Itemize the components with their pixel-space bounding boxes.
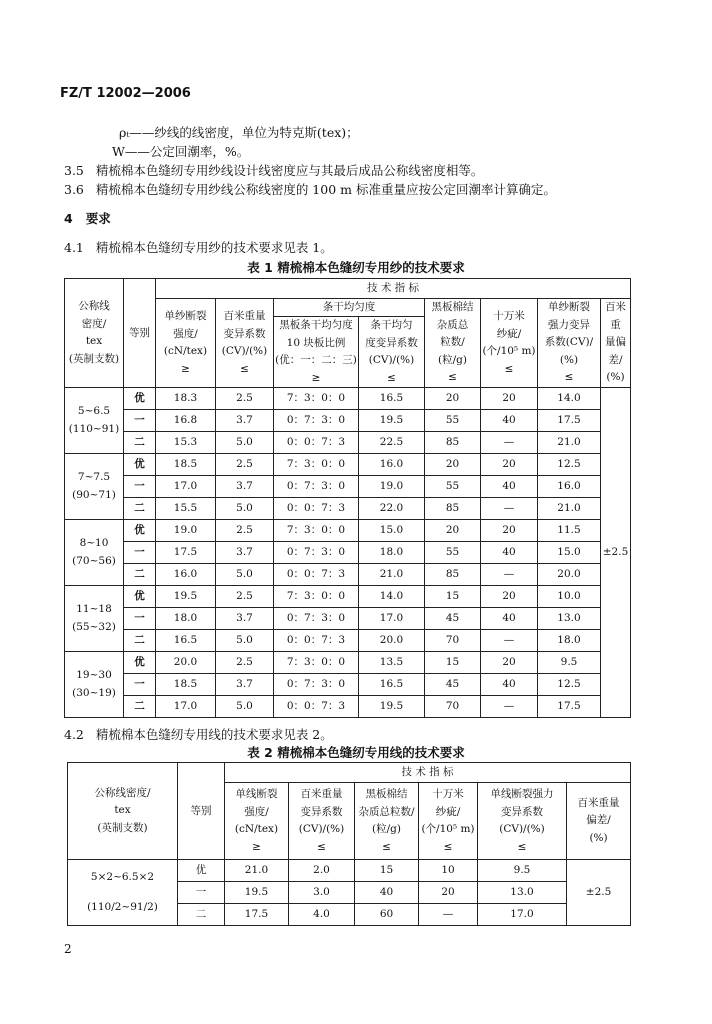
clause-3-5 <box>64 161 483 179</box>
strength-cell: 21.0 <box>225 860 289 882</box>
density-cell <box>65 454 124 520</box>
slubs-cell: 40 <box>481 542 538 564</box>
strength-cell: 15.3 <box>156 432 216 454</box>
weight-cv-cell: 3.7 <box>216 476 274 498</box>
weight-cv-cell: 5.0 <box>216 432 274 454</box>
evenness-cv-cell: 21.0 <box>359 564 425 586</box>
slubs-cell: — <box>481 630 538 652</box>
tech-indicators-header: 技 术 指 标 <box>156 279 631 299</box>
table-row <box>65 410 631 432</box>
clause-text: 精梳棉本色缝纫专用纱的技术要求见表 1。 <box>95 240 333 255</box>
grade-cell: 一 <box>124 542 156 564</box>
density-value: 7~7.5 <box>77 471 111 483</box>
col-weight-dev-header: 百米重 量偏差/ (%) <box>601 299 631 388</box>
neps-cell: 20 <box>425 388 481 410</box>
density-value: 11~18 <box>76 603 112 615</box>
weight-deviation-cell: ±2.5 <box>567 860 631 926</box>
strength-cell: 16.8 <box>156 410 216 432</box>
col-strength-cv-header: 单线断裂强力 变异系数 (CV)/(%) ≤ <box>478 783 567 860</box>
strength-cv-cell: 13.0 <box>538 608 601 630</box>
count-value: (90~71) <box>72 488 116 501</box>
neps-cell: 55 <box>425 542 481 564</box>
table-row <box>65 520 631 542</box>
slubs-cell: — <box>481 564 538 586</box>
weight-cv-cell: 2.5 <box>216 586 274 608</box>
clause-number: 4.1 <box>64 240 84 255</box>
table-row <box>65 454 631 476</box>
grade-cell: 优 <box>124 388 156 410</box>
neps-cell: 85 <box>425 564 481 586</box>
strength-cell: 17.0 <box>156 476 216 498</box>
section-number: 4 <box>64 211 73 226</box>
neps-cell: 70 <box>425 696 481 718</box>
evenness-cv-cell: 19.5 <box>359 410 425 432</box>
density-cell <box>68 860 178 926</box>
page-number: 2 <box>64 942 72 956</box>
neps-cell: 85 <box>425 432 481 454</box>
clause-4-2 <box>64 725 333 743</box>
evenness-cv-cell: 20.0 <box>359 630 425 652</box>
strength-cell: 15.5 <box>156 498 216 520</box>
table-row <box>68 860 631 882</box>
table-row <box>65 674 631 696</box>
strength-cv-cell: 14.0 <box>538 388 601 410</box>
grade-cell: 优 <box>124 454 156 476</box>
strength-cv-cell: 11.5 <box>538 520 601 542</box>
neps-cell: 20 <box>425 454 481 476</box>
weight-cv-cell: 5.0 <box>216 564 274 586</box>
slubs-cell: — <box>419 904 478 926</box>
strength-cv-cell: 17.0 <box>478 904 567 926</box>
strength-cell: 18.5 <box>156 674 216 696</box>
table-row <box>65 630 631 652</box>
section-title: 要求 <box>85 211 111 226</box>
strength-cv-cell: 20.0 <box>538 564 601 586</box>
strength-cell: 18.3 <box>156 388 216 410</box>
table-row <box>65 652 631 674</box>
slubs-cell: 20 <box>481 652 538 674</box>
weight-cv-cell: 2.5 <box>216 454 274 476</box>
density-cell <box>65 586 124 652</box>
strength-cell: 20.0 <box>156 652 216 674</box>
slubs-cell: — <box>481 696 538 718</box>
strength-cv-cell: 18.0 <box>538 630 601 652</box>
tech-indicators-header: 技 术 指 标 <box>225 763 631 783</box>
grade-cell: 优 <box>124 586 156 608</box>
neps-cell: 70 <box>425 630 481 652</box>
slubs-cell: — <box>481 432 538 454</box>
weight-cv-cell: 2.5 <box>216 652 274 674</box>
table-row <box>65 498 631 520</box>
blackboard-cell: 7：3：0：0 <box>274 586 359 608</box>
blackboard-cell: 0：7：3：0 <box>274 410 359 432</box>
strength-cv-cell: 17.5 <box>538 696 601 718</box>
col-density-header: 公称线 密度/ tex (英制支数) <box>65 279 124 388</box>
grade-cell: 二 <box>178 904 225 926</box>
strength-cv-cell: 13.0 <box>478 882 567 904</box>
neps-cell: 15 <box>425 586 481 608</box>
clause-4-1 <box>64 238 333 256</box>
col-evenness-cv-header: 条干均匀 度变异系数 (CV)/(%) ≤ <box>359 317 425 388</box>
weight-cv-cell: 3.0 <box>289 882 355 904</box>
weight-cv-cell: 2.5 <box>216 520 274 542</box>
slubs-cell: — <box>481 498 538 520</box>
col-slubs-header: 十万米 纱疵/ (个/10⁵ m) ≤ <box>481 299 538 388</box>
blackboard-cell: 7：3：0：0 <box>274 520 359 542</box>
neps-cell: 60 <box>355 904 419 926</box>
density-value: 5~6.5 <box>77 405 111 417</box>
density-value: 19~30 <box>76 669 112 681</box>
strength-cv-cell: 15.0 <box>538 542 601 564</box>
clause-text: 精梳棉本色缝纫专用纱线公称线密度的 100 m 标准重量应按公定回潮率计算确定。 <box>95 182 556 197</box>
neps-cell: 15 <box>355 860 419 882</box>
grade-cell: 优 <box>124 520 156 542</box>
count-value: (70~56) <box>72 554 116 567</box>
table-row <box>65 696 631 718</box>
count-value: (30~19) <box>72 686 116 699</box>
strength-cell: 16.0 <box>156 564 216 586</box>
count-value: (55~32) <box>72 620 116 633</box>
evenness-cv-cell: 17.0 <box>359 608 425 630</box>
col-weight-cv-header: 百米重量 变异系数 (CV)/(%) ≤ <box>289 783 355 860</box>
weight-cv-cell: 5.0 <box>216 498 274 520</box>
strength-cv-cell: 9.5 <box>478 860 567 882</box>
weight-deviation-cell: ±2.5 <box>601 388 631 718</box>
neps-cell: 20 <box>425 520 481 542</box>
col-strength-header: 单纱断裂 强度/ (cN/tex) ≥ <box>156 299 216 388</box>
clause-3-6 <box>64 180 556 198</box>
strength-cell: 19.5 <box>225 882 289 904</box>
clause-number: 3.5 <box>64 163 84 178</box>
col-blackboard-header: 黑板条干均匀度 10 块板比例 (优：一：二：三) ≥ <box>274 317 359 388</box>
density-cell <box>65 388 124 454</box>
blackboard-cell: 0：0：7：3 <box>274 432 359 454</box>
table-row <box>65 564 631 586</box>
evenness-cv-cell: 19.5 <box>359 696 425 718</box>
col-weight-dev-header: 百米重量 偏差/ (%) <box>567 783 631 860</box>
evenness-cv-cell: 22.0 <box>359 498 425 520</box>
col-grade-header: 等别 <box>178 763 225 860</box>
slubs-cell: 20 <box>419 882 478 904</box>
grade-cell: 二 <box>124 696 156 718</box>
neps-cell: 55 <box>425 476 481 498</box>
grade-cell: 二 <box>124 630 156 652</box>
blackboard-cell: 0：0：7：3 <box>274 696 359 718</box>
clause-number: 3.6 <box>64 182 84 197</box>
weight-cv-cell: 3.7 <box>216 410 274 432</box>
grade-cell: 优 <box>124 652 156 674</box>
neps-cell: 55 <box>425 410 481 432</box>
clause-text: 精梳棉本色缝纫专用线的技术要求见表 2。 <box>95 727 333 742</box>
density-cell <box>65 652 124 718</box>
weight-cv-cell: 3.7 <box>216 542 274 564</box>
strength-cv-cell: 21.0 <box>538 498 601 520</box>
slubs-cell: 40 <box>481 674 538 696</box>
count-value: (110~91) <box>68 422 120 435</box>
table-row <box>65 432 631 454</box>
evenness-cv-cell: 16.5 <box>359 388 425 410</box>
evenness-cv-cell: 15.0 <box>359 520 425 542</box>
strength-cell: 17.5 <box>156 542 216 564</box>
grade-cell: 一 <box>178 882 225 904</box>
weight-cv-cell: 4.0 <box>289 904 355 926</box>
slubs-cell: 40 <box>481 476 538 498</box>
blackboard-cell: 0：7：3：0 <box>274 542 359 564</box>
grade-cell: 一 <box>124 608 156 630</box>
strength-cv-cell: 12.5 <box>538 454 601 476</box>
blackboard-cell: 0：7：3：0 <box>274 476 359 498</box>
clause-text: 精梳棉本色缝纫专用纱线设计线密度应与其最后成品公称线密度相等。 <box>95 163 484 178</box>
neps-cell: 85 <box>425 498 481 520</box>
neps-cell: 45 <box>425 674 481 696</box>
evenness-cv-cell: 18.0 <box>359 542 425 564</box>
weight-cv-cell: 5.0 <box>216 630 274 652</box>
strength-cell: 17.5 <box>225 904 289 926</box>
blackboard-cell: 0：0：7：3 <box>274 498 359 520</box>
blackboard-cell: 0：0：7：3 <box>274 564 359 586</box>
blackboard-cell: 7：3：0：0 <box>274 454 359 476</box>
table1-caption: 表 1 精梳棉本色缝纫专用纱的技术要求 <box>247 260 465 275</box>
strength-cv-cell: 16.0 <box>538 476 601 498</box>
col-strength-header: 单线断裂 强度/ (cN/tex) ≥ <box>225 783 289 860</box>
col-density-header: 公称线密度/ tex (英制支数) <box>68 763 178 860</box>
slubs-cell: 40 <box>481 608 538 630</box>
density-value: 5×2~6.5×2 <box>90 871 155 883</box>
table2-thread-requirements <box>67 762 631 926</box>
blackboard-cell: 0：7：3：0 <box>274 674 359 696</box>
neps-cell: 15 <box>425 652 481 674</box>
table-row <box>65 388 631 410</box>
blackboard-cell: 0：7：3：0 <box>274 608 359 630</box>
weight-cv-cell: 3.7 <box>216 608 274 630</box>
slubs-cell: 20 <box>481 520 538 542</box>
grade-cell: 二 <box>124 498 156 520</box>
strength-cv-cell: 21.0 <box>538 432 601 454</box>
blackboard-cell: 7：3：0：0 <box>274 652 359 674</box>
slubs-cell: 10 <box>419 860 478 882</box>
count-value: (110/2~91/2) <box>87 900 158 913</box>
table-row <box>65 586 631 608</box>
weight-cv-cell: 5.0 <box>216 696 274 718</box>
strength-cv-cell: 17.5 <box>538 410 601 432</box>
neps-cell: 40 <box>355 882 419 904</box>
definition-moisture-regain: W——公定回潮率，%。 <box>112 144 250 159</box>
table-row <box>65 542 631 564</box>
strength-cell: 17.0 <box>156 696 216 718</box>
grade-cell: 一 <box>124 410 156 432</box>
strength-cell: 18.5 <box>156 454 216 476</box>
evenness-cv-cell: 14.0 <box>359 586 425 608</box>
definition-line-density: ρₜ——纱线的线密度，单位为特克斯(tex)； <box>119 125 359 140</box>
weight-cv-cell: 2.5 <box>216 388 274 410</box>
evenness-cv-cell: 19.0 <box>359 476 425 498</box>
table-row <box>65 476 631 498</box>
col-neps-header: 黑板棉结 杂质总粒数/ (粒/g) ≤ <box>355 783 419 860</box>
slubs-cell: 20 <box>481 388 538 410</box>
blackboard-cell: 0：0：7：3 <box>274 630 359 652</box>
standard-code: FZ/T 12002—2006 <box>60 86 191 101</box>
neps-cell: 45 <box>425 608 481 630</box>
col-strength-cv-header: 单纱断裂 强力变异 系数(CV)/ (%) ≤ <box>538 299 601 388</box>
strength-cv-cell: 10.0 <box>538 586 601 608</box>
evenness-cv-cell: 16.0 <box>359 454 425 476</box>
grade-cell: 优 <box>178 860 225 882</box>
evenness-cv-cell: 22.5 <box>359 432 425 454</box>
strength-cv-cell: 9.5 <box>538 652 601 674</box>
clause-number: 4.2 <box>64 727 84 742</box>
grade-cell: 一 <box>124 674 156 696</box>
weight-cv-cell: 3.7 <box>216 674 274 696</box>
col-neps-header: 黑板棉结 杂质总 粒数/ (粒/g) ≤ <box>425 299 481 388</box>
density-value: 8~10 <box>79 537 109 549</box>
strength-cell: 16.5 <box>156 630 216 652</box>
density-cell <box>65 520 124 586</box>
blackboard-cell: 7：3：0：0 <box>274 388 359 410</box>
strength-cell: 19.0 <box>156 520 216 542</box>
strength-cv-cell: 12.5 <box>538 674 601 696</box>
col-slubs-header: 十万米 纱疵/ (个/10⁵ m) ≤ <box>419 783 478 860</box>
grade-cell: 一 <box>124 476 156 498</box>
slubs-cell: 20 <box>481 454 538 476</box>
slubs-cell: 40 <box>481 410 538 432</box>
grade-cell: 二 <box>124 564 156 586</box>
strength-cell: 19.5 <box>156 586 216 608</box>
table-row <box>65 608 631 630</box>
table1-yarn-requirements <box>64 278 631 718</box>
strength-cell: 18.0 <box>156 608 216 630</box>
col-evenness-group-header: 条干均匀度 <box>274 299 425 317</box>
slubs-cell: 20 <box>481 586 538 608</box>
grade-cell: 二 <box>124 432 156 454</box>
evenness-cv-cell: 16.5 <box>359 674 425 696</box>
section-heading-4 <box>64 209 111 227</box>
col-grade-header: 等别 <box>124 279 156 388</box>
table2-caption: 表 2 精梳棉本色缝纫专用线的技术要求 <box>247 745 465 760</box>
col-weight-cv-header: 百米重量 变异系数 (CV)/(%) ≤ <box>216 299 274 388</box>
evenness-cv-cell: 13.5 <box>359 652 425 674</box>
weight-cv-cell: 2.0 <box>289 860 355 882</box>
